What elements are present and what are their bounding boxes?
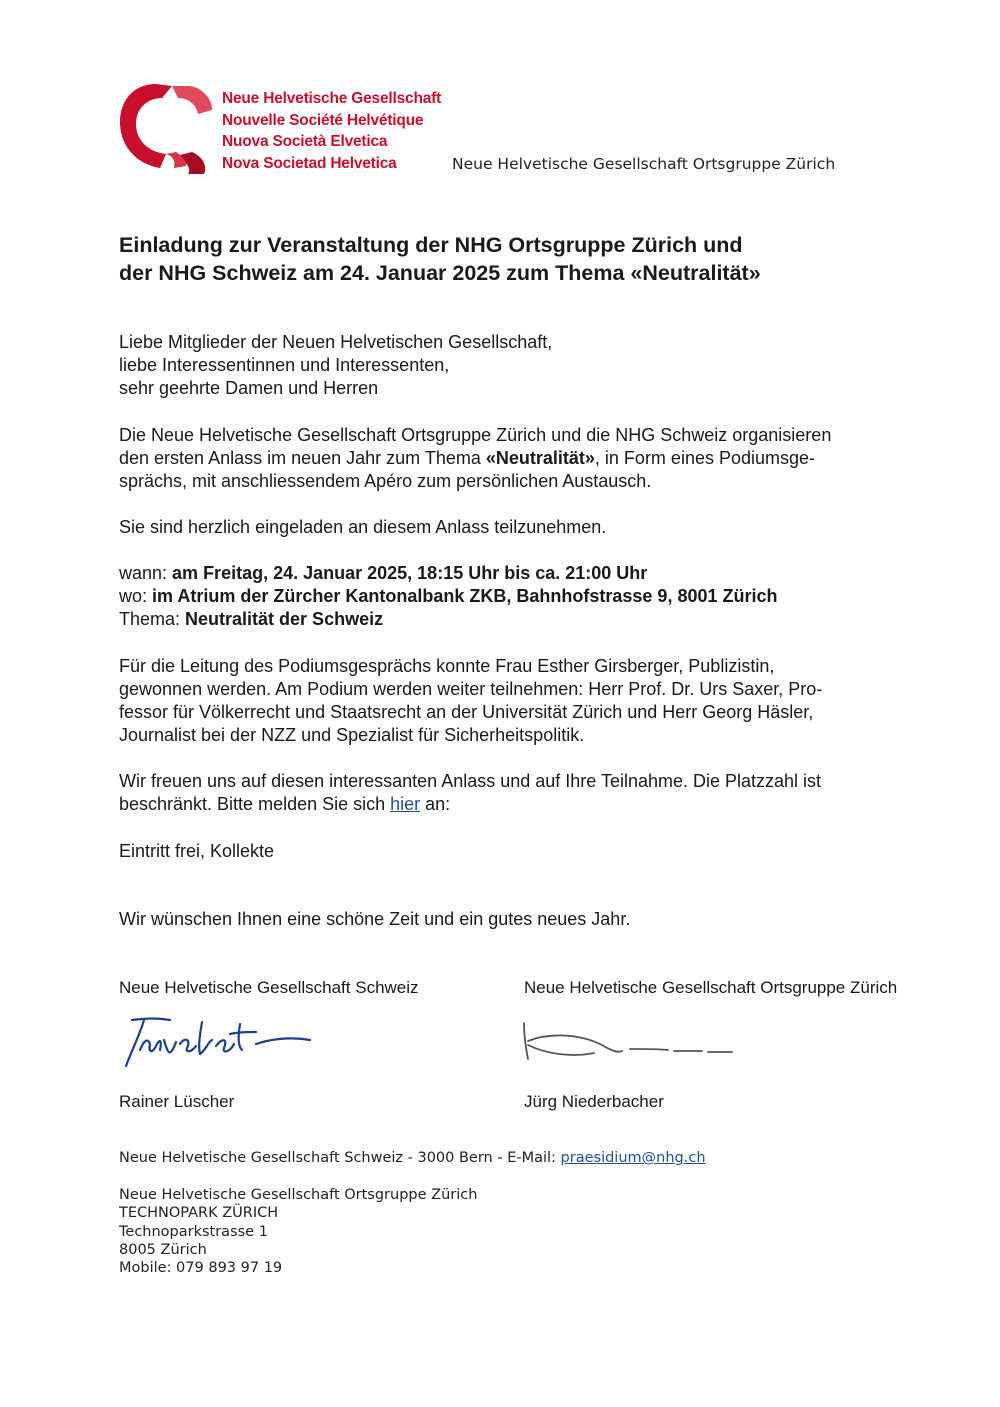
signature-left-image: [118, 1010, 318, 1077]
nhg-logo-mark: [116, 80, 216, 175]
detail-label: wo:: [119, 586, 153, 606]
detail-value: im Atrium der Zürcher Kantonalbank ZKB, Bahnhofstrasse 9, 8001 Zürich: [152, 586, 778, 606]
intro-text: , in Form eines Podiumsge-: [594, 448, 816, 468]
logo-line-rm: Nova Societad Helvetica: [222, 154, 397, 172]
intro-paragraph: [119, 424, 831, 493]
address-line: Mobile: 079 893 97 19: [119, 1260, 283, 1277]
signature-right-name: Jürg Niederbacher: [524, 1092, 664, 1111]
salutation: [119, 331, 552, 400]
topic-highlight: «Neutralität»: [485, 448, 595, 468]
register-text: beschränkt. Bitte melden Sie sich: [119, 794, 391, 814]
register-text: an:: [420, 794, 451, 814]
intro-text: den ersten Anlass im neuen Jahr zum Thema: [119, 448, 486, 468]
register-line-2: [119, 793, 821, 816]
header-org-name: Neue Helvetische Gesellschaft Ortsgruppe Zürich: [452, 155, 836, 173]
logo-line-de: Neue Helvetische Gesellschaft: [222, 90, 442, 107]
salutation-line: Liebe Mitglieder der Neuen Helvetischen Gesellschaft,: [119, 332, 553, 352]
signature-left-name: Rainer Lüscher: [119, 1092, 235, 1111]
address-line: TECHNOPARK ZÜRICH: [119, 1205, 279, 1222]
signature-right-image: [518, 1015, 738, 1070]
intro-line-1: Die Neue Helvetische Gesellschaft Ortsgruppe Zürich und die NHG Schweiz organisieren: [119, 425, 832, 445]
panel-paragraph: [119, 655, 822, 747]
entry-note: Eintritt frei, Kollekte: [119, 841, 275, 861]
address-line: Neue Helvetische Gesellschaft Ortsgruppe Zürich: [119, 1187, 478, 1203]
salutation-line: sehr geehrte Damen und Herren: [119, 378, 379, 398]
address-line: 8005 Zürich: [119, 1241, 207, 1258]
footer-line: [119, 1149, 706, 1167]
detail-label: Thema:: [119, 609, 186, 629]
detail-value: am Freitag, 24. Januar 2025, 18:15 Uhr bis ca. 21:00 Uhr: [172, 563, 648, 583]
detail-value: Neutralität der Schweiz: [185, 609, 384, 629]
address-line: Technoparkstrasse 1: [119, 1223, 268, 1240]
registration-paragraph: [119, 770, 821, 816]
page-title: [119, 232, 761, 287]
detail-when: [119, 562, 778, 585]
footer-address: [119, 1186, 477, 1277]
signature-right-org: Neue Helvetische Gesellschaft Ortsgruppe Zürich: [524, 978, 898, 997]
panel-line: fessor für Völkerrecht und Staatsrecht an der Universität Zürich und Herr Georg Häsler,: [119, 702, 814, 722]
nhg-logo-wordmark: [222, 88, 441, 174]
footer-contact: [119, 1149, 706, 1167]
detail-label: wann:: [119, 563, 173, 583]
intro-line-2: [119, 447, 831, 470]
logo-line-fr: Nouvelle Société Helvétique: [222, 111, 424, 129]
title-line-1: Einladung zur Veranstaltung der NHG Ortsgruppe Zürich und: [119, 233, 743, 257]
event-details: [119, 562, 778, 631]
intro-line-3: sprächs, mit anschliessendem Apéro zum persönlichen Austausch.: [119, 471, 652, 491]
register-line-1: Wir freuen uns auf diesen interessanten Anlass und auf Ihre Teilnahme. Die Platzzahl ist: [119, 771, 822, 791]
footer-text: Neue Helvetische Gesellschaft Schweiz - 3000 Bern - E-Mail:: [119, 1150, 561, 1166]
title-line-2: der NHG Schweiz am 24. Januar 2025 zum Thema «Neutralität»: [119, 260, 761, 285]
panel-line: Für die Leitung des Podiumsgesprächs konnte Frau Esther Girsberger, Publizistin,: [119, 656, 775, 676]
logo-line-it: Nuova Società Elvetica: [222, 133, 388, 150]
detail-where: [119, 585, 778, 608]
salutation-line: liebe Interessentinnen und Interessenten,: [119, 355, 450, 375]
panel-line: gewonnen werden. Am Podium werden weiter teilnehmen: Herr Prof. Dr. Urs Saxer, Pro-: [119, 679, 823, 699]
detail-topic: [119, 608, 778, 631]
closing-line: Wir wünschen Ihnen eine schöne Zeit und ein gutes neues Jahr.: [119, 909, 631, 929]
signature-left-org: Neue Helvetische Gesellschaft Schweiz: [119, 978, 419, 997]
panel-line: Journalist bei der NZZ und Spezialist für Sicherheitspolitik.: [119, 725, 585, 745]
registration-link[interactable]: hier: [390, 794, 421, 814]
email-link[interactable]: praesidium@nhg.ch: [560, 1150, 706, 1166]
invite-line: Sie sind herzlich eingeladen an diesem Anlass teilzunehmen.: [119, 517, 607, 537]
